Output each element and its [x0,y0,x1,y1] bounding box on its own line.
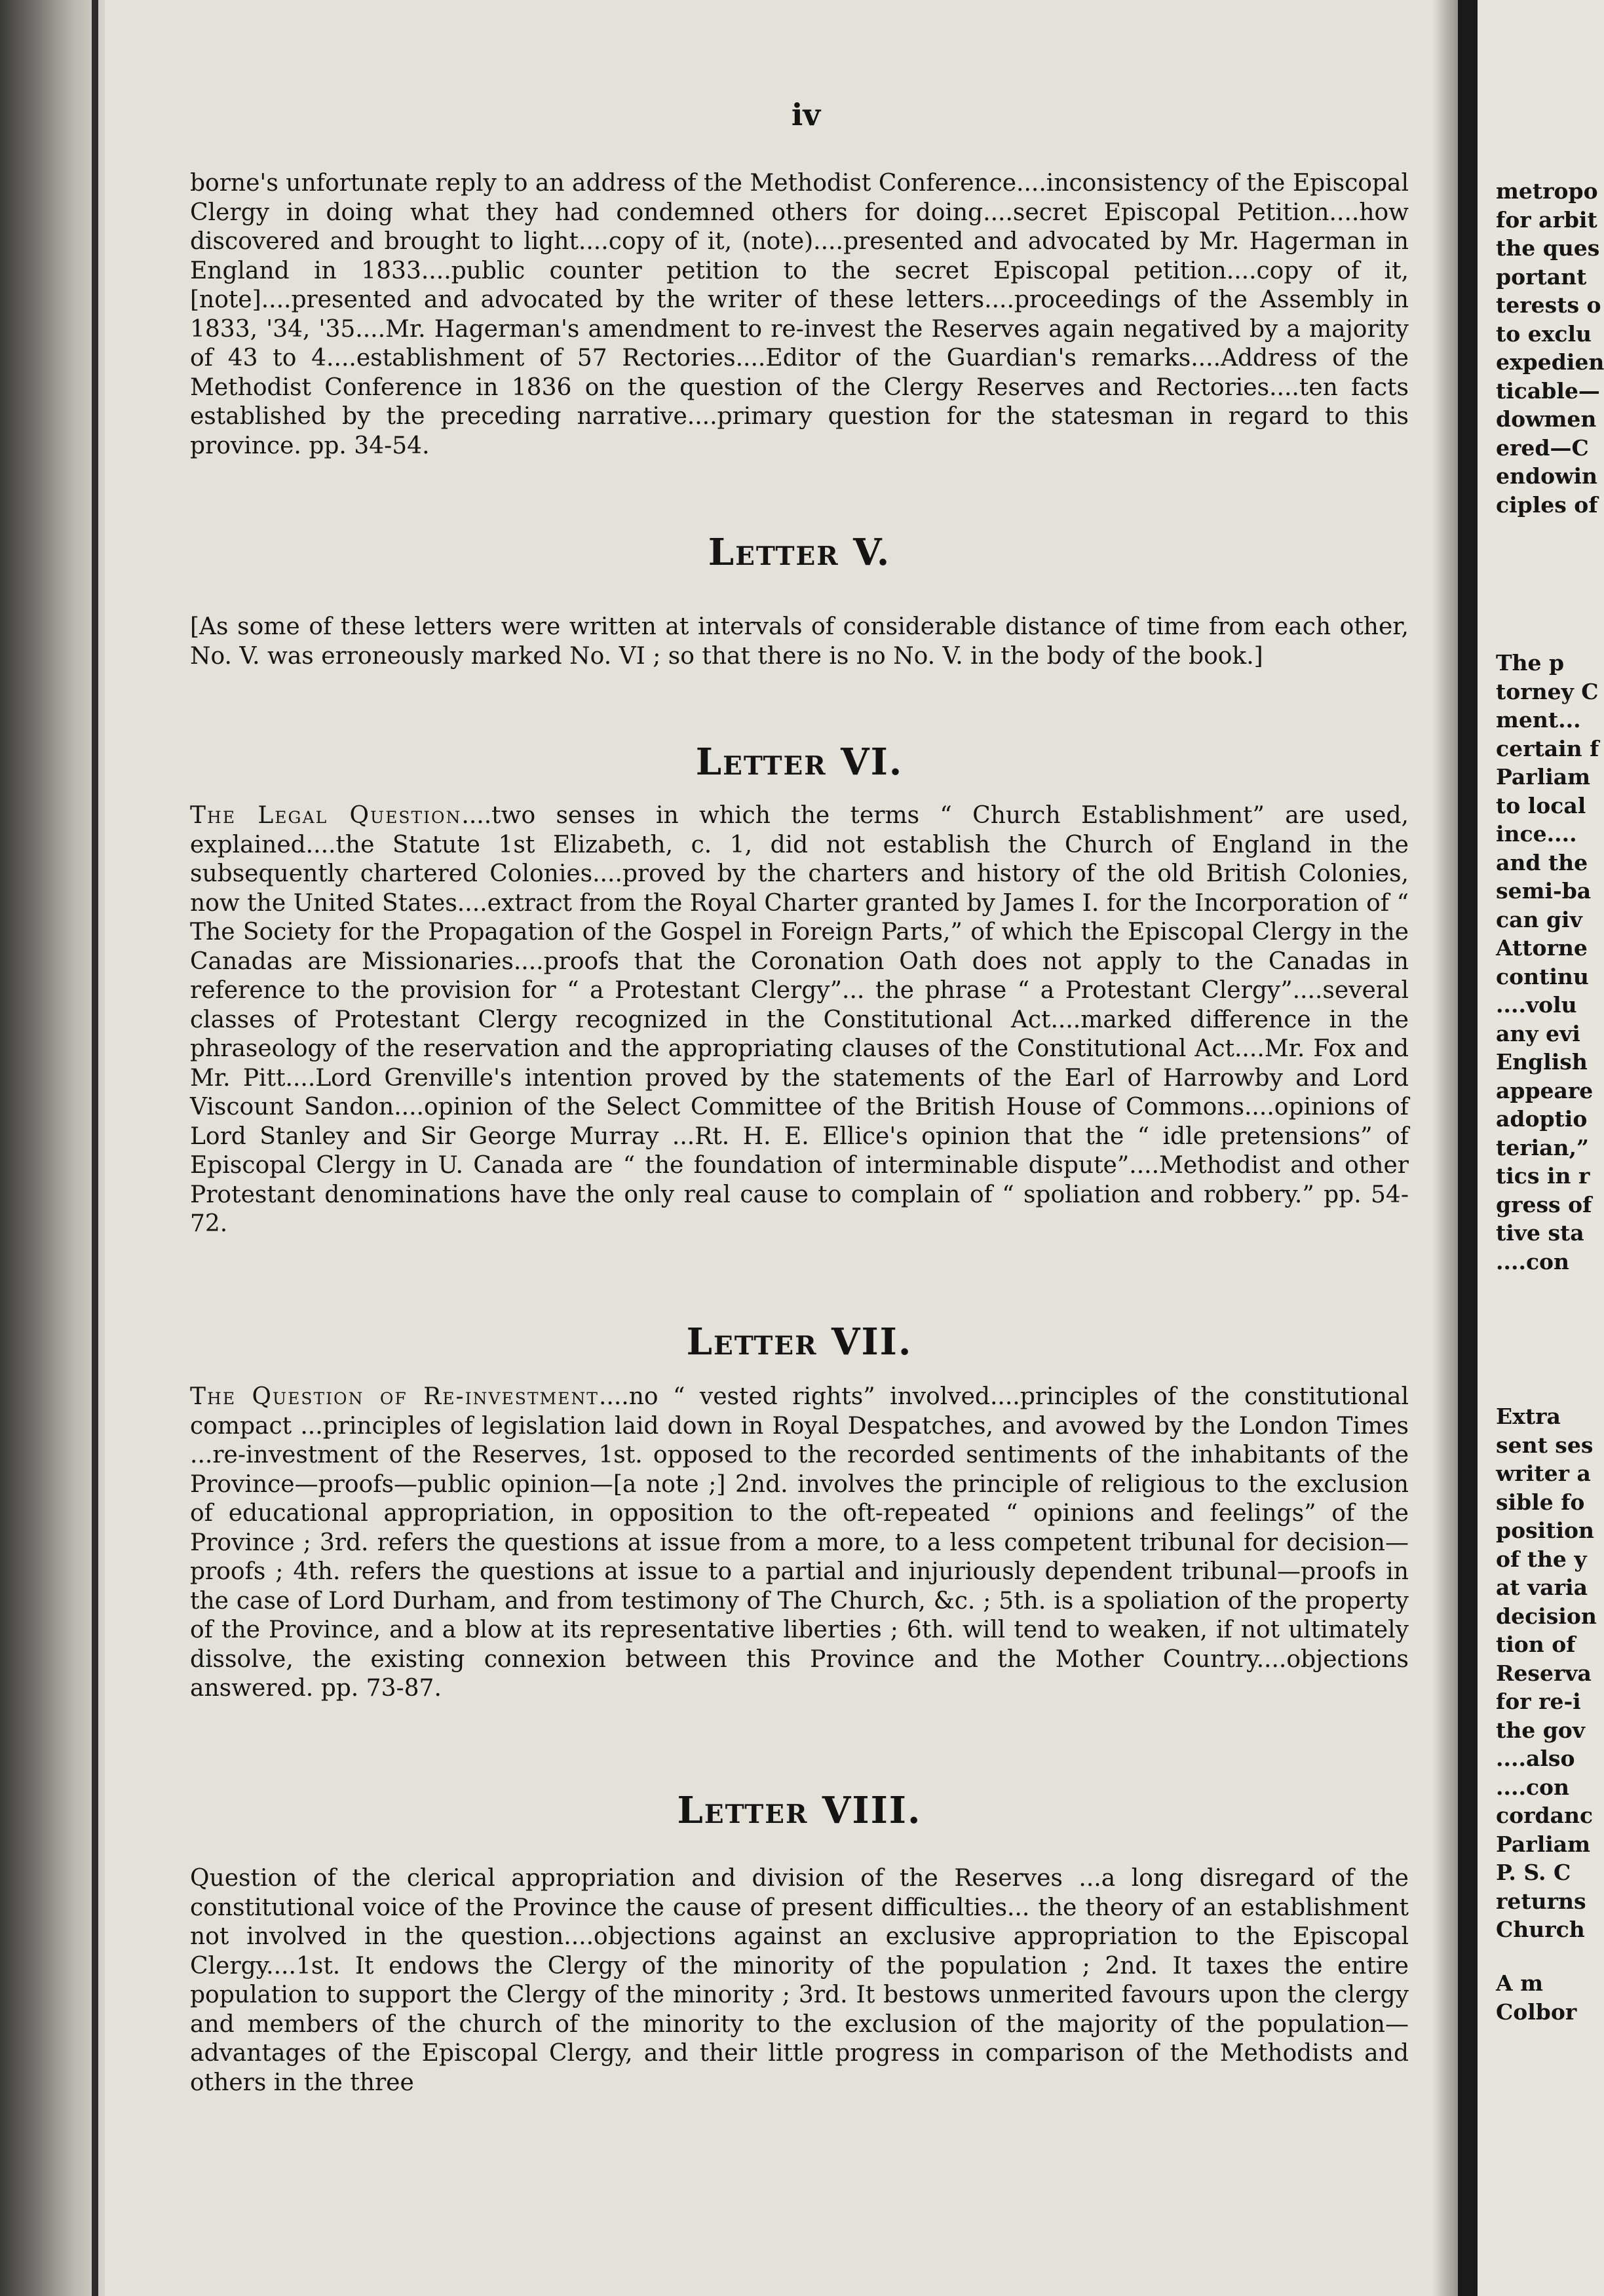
facing-page-line: the gov [1496,1717,1585,1743]
letter-v-text: [As some of these letters were written at intervals of considerable distance of time from each other, No. V. was erroneously marked No. VI ; so that there is no No. V. in the body of the book.] [190,613,1409,670]
facing-page-line: ....also [1496,1746,1575,1771]
letter-vii-lead: The Question of Re-investment [190,1383,599,1410]
facing-page-line: ....con [1496,1774,1570,1800]
letter-vi-heading: Letter VI. [695,740,904,784]
letter-vii-heading: Letter VII. [686,1320,913,1364]
facing-page-line: adoptio [1496,1106,1588,1132]
letter-vi-text: ....two senses in which the terms “ Church Establishment” are used, explained....the Statute 1st Elizabeth, c. 1, did not establish the Church of England in the subsequently chartered Colonies....proved by the charters and history of the old British Colonies, now the United States....extract from the Royal Charter granted by James I. for the Incorporation of “ The Society for the Propagation of the Gospel in Foreign Parts,” of which the Episcopal Clergy in the Canadas are Missionaries....proofs that the Coronation Oath does not apply to the Canadas in reference to the provision for “ a Protestant Clergy”... the phrase “ a Protestant Clergy”....several classes of Protestant Clergy recognized in the Constitutional Act....marked difference in the phraseology of the reservation and the appropriating clauses of the Constitutional Act....Mr. Fox and Mr. Pitt....Lord Grenville's intention proved by the statements of the Earl of Harrowby and Lord Viscount Sandon....opinion of the Select Committee of the British House of Commons....opinions of Lord Stanley and Sir George Murray ...Rt. H. E. Ellice's opinion that the “ idle pretensions” of Episcopal Clergy in U. Canada are “ the foundation of interminable dispute”....Methodist and other Protestant denominations have the only real cause to complain of “ spoliation and robbery.” pp. 54-72. [190,802,1409,1237]
facing-page-line: sible fo [1496,1489,1585,1515]
facing-page-line: to local [1496,792,1586,818]
facing-page-line: the ques [1496,235,1600,261]
letter-vi-section [190,740,1409,784]
facing-page-line: Parliam [1496,1831,1591,1857]
facing-page-line: decision [1496,1603,1597,1629]
letter-vi-body [190,801,1409,1239]
letter-v-body [190,613,1409,671]
facing-page-fragment [1478,0,1604,2296]
facing-page-line: Extra [1496,1404,1561,1429]
facing-page-line: cordanc [1496,1803,1594,1828]
letter-v-section [190,531,1409,574]
facing-page-line: to exclu [1496,320,1592,347]
facing-page-line: can giv [1496,906,1582,932]
facing-page-line: endowin [1496,463,1598,489]
facing-page-line: Colbor [1496,1999,1577,2025]
facing-page-line: tive sta [1496,1220,1584,1246]
facing-page-line: tion of [1496,1632,1576,1657]
letter-viii-heading: Letter VIII. [677,1789,922,1832]
gutter-shadow [1432,0,1458,2296]
scan-left-edge-line [92,0,98,2296]
letter-viii-section [190,1789,1409,1832]
facing-page-line: continu [1496,963,1589,989]
facing-page-line: Reserva [1496,1660,1592,1686]
facing-page-line: sent ses [1496,1432,1594,1458]
continuation-block [190,169,1409,461]
facing-page-line: ....volu [1496,992,1577,1018]
facing-page-line: certain f [1496,735,1599,761]
facing-page-line: for re-i [1496,1689,1581,1714]
facing-page-line: ticable— [1496,377,1600,404]
letter-vii-paragraph [190,1383,1409,1704]
facing-page-line: ince.... [1496,821,1577,847]
facing-page-line: The p [1496,650,1565,676]
letter-vii-text: ....no “ vested rights” involved....principles of the constitutional compact ...principles of legislation laid down in Royal Despatches, and avowed by the London Times ...re-investment of the Reserves, 1st. opposed to the recorded sentiments of the inhabitants of the Province—proofs—public opinion—[a note ;] 2nd. involves the principle of religious to the exclusion of educational appropriation, in opposition to the oft-repeated “ opinions and feelings” of the Province ; 3rd. refers the questions at issue from a more, to a less competent tribunal for decision—proofs ; 4th. refers the questions at issue to a partial and injuriously dependent tribunal—proofs in the case of Lord Durham, and from testimony of The Church, &c. ; 5th. is a spoliation of the property of the Province, and a blow at its representative liberties ; 6th. will tend to weaken, if not ultimately dissolve, the existing connexion between this Province and the Mother Country....objections answered. pp. 73-87. [190,1383,1409,1702]
facing-page-line: P. S. C [1496,1860,1571,1885]
book-gutter [1458,0,1478,2296]
letter-vii-body [190,1383,1409,1704]
facing-page-line: appeare [1496,1077,1594,1103]
facing-page-line: writer a [1496,1461,1591,1486]
facing-page-line: torney C [1496,678,1599,704]
letter-v-heading: Letter V. [708,531,891,574]
facing-page-line: ment... [1496,707,1581,733]
facing-page-line: ciples of [1496,491,1598,518]
page-number: iv [791,97,821,132]
facing-page-line: any evi [1496,1020,1580,1046]
letter-vi-paragraph [190,801,1409,1239]
letter-viii-text: Question of the clerical appropriation and division of the Reserves ...a long disregard of the constitutional voice of the Province the cause of present difficulties... the theory of an establishment not involved in the question....objections against an exclusive appropriation to the Episcopal Clergy....1st. It endows the Clergy of the minority of the population ; 2nd. It taxes the entire population to support the Clergy of the minority ; 3rd. It bestows unmerited favours upon the clergy and members of the church of the minority to the exclusion of the majority of the population—advantages of the Episcopal Clergy, and their little progress in comparison of the Methodists and others in the three [190,1865,1409,2096]
facing-page-line: terian,” [1496,1134,1590,1160]
letter-viii-body [190,1864,1409,2097]
facing-page-line: ered—C [1496,434,1589,461]
facing-page-line: terests o [1496,292,1601,318]
facing-page-line: Church [1496,1917,1585,1942]
facing-page-line: expedien [1496,349,1604,375]
facing-page-line: tics in r [1496,1163,1590,1189]
facing-page-line: ....con [1496,1248,1570,1274]
facing-page-line: semi-ba [1496,878,1592,904]
letter-vii-section [190,1320,1409,1364]
scan-left-margin [0,0,105,2296]
facing-page-line: Attorne [1496,935,1588,961]
facing-page-line: and the [1496,849,1588,875]
facing-page-line: of the y [1496,1546,1587,1572]
letter-vi-lead: The Legal Question [190,802,462,829]
facing-page-line: English [1496,1049,1588,1075]
facing-page-line: Parliam [1496,764,1591,790]
facing-page-line: for arbit [1496,206,1597,233]
facing-page-line: position [1496,1518,1594,1543]
facing-page-line: metropo [1496,178,1598,204]
continuation-text: borne's unfortunate reply to an address of the Methodist Conference....inconsistency of the Episcopal Clergy in doing what they had condemned others for doing....secret Episcopal Petition....how discovered and brought to light....copy of it, (note)....presented and advocated by Mr. Hagerman in England in 1833....public counter petition to the secret Episcopal petition....copy of it, [note]....presented and advocated by the writer of these letters....proceedings of the Assembly in 1833, '34, '35....Mr. Hagerman's amendment to re-invest the Reserves again negatived by a majority of 43 to 4....establishment of 57 Rectories....Editor of the Guardian's remarks....Address of the Methodist Conference in 1836 on the question of the Clergy Reserves and Rectories....ten facts established by the preceding narrative....primary question for the statesman in regard to this province. pp. 34-54. [190,170,1409,459]
facing-page-line: portant [1496,263,1587,290]
facing-page-line: gress of [1496,1191,1592,1217]
facing-page-line: at varia [1496,1575,1588,1600]
facing-page-line: A m [1496,1970,1544,1996]
facing-page-line: dowmen [1496,406,1597,432]
facing-page-line: returns [1496,1888,1586,1914]
